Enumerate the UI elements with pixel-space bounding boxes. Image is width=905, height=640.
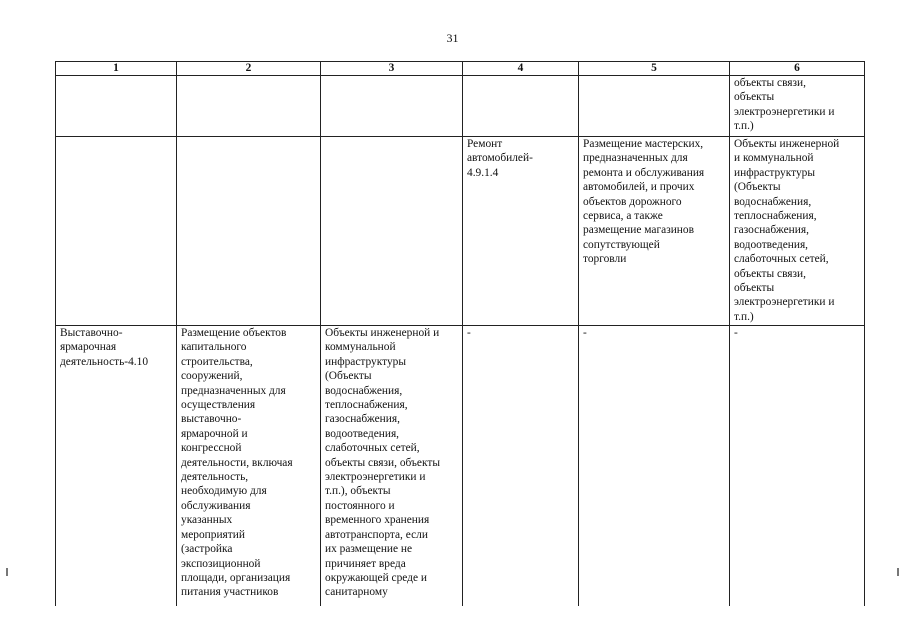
table-cell: [177, 137, 321, 326]
column-header-5: 5: [579, 62, 730, 76]
column-header-4: 4: [463, 62, 579, 76]
column-header-2: 2: [177, 62, 321, 76]
table-cell: [463, 76, 579, 137]
table-cell: Ремонт автомобилей- 4.9.1.4: [463, 137, 579, 326]
table-row: [56, 76, 865, 137]
table-cell: [579, 76, 730, 137]
table-cell: Размещение объектов капитального строительства, сооружений, предназначенных для осуществления выставочно- ярмарочной и конгрессной деятельности, включая деятельность, необходимую для обслуживания указанных мероприятий (застройка экспозиционной площади, организация питания участников: [177, 326, 321, 607]
table-cell: [177, 76, 321, 137]
column-header-3: 3: [321, 62, 463, 76]
table-cell: Размещение мастерских, предназначенных для ремонта и обслуживания автомобилей, и прочих объектов дорожного сервиса, а также размещение магазинов сопутствующей торговли: [579, 137, 730, 326]
table-cell: объекты связи, объекты электроэнергетики и т.п.): [730, 76, 865, 137]
table-cell: Выставочно- ярмарочная деятельность-4.10: [56, 326, 177, 607]
column-header-1: 1: [56, 62, 177, 76]
table-cell: [321, 137, 463, 326]
table-cell: -: [730, 326, 865, 607]
table-header-row: [56, 62, 865, 76]
table-cell: -: [463, 326, 579, 607]
column-header-6: 6: [730, 62, 865, 76]
table-cell: Объекты инженерной и коммунальной инфраструктуры (Объекты водоснабжения, теплоснабжения, газоснабжения, водоотведения, слаботочных сетей, объекты связи, объекты электроэнергетики и т.п.), объекты постоянного и временного хранения автотранспорта, если их размещение не причиняет вреда окружающей среде и санитарному: [321, 326, 463, 607]
left-edge-mark: [6, 568, 8, 576]
table-cell: Объекты инженерной и коммунальной инфраструктуры (Объекты водоснабжения, теплоснабжения, газоснабжения, водоотведения, слаботочных сетей, объекты связи, объекты электроэнергетики и т.п.): [730, 137, 865, 326]
land-use-table: [55, 61, 865, 606]
right-edge-mark: [897, 568, 899, 576]
table-cell: [56, 137, 177, 326]
table-cell: [56, 76, 177, 137]
page-number: 31: [446, 31, 459, 45]
table-cell: -: [579, 326, 730, 607]
table-row: [56, 326, 865, 607]
table-cell: [321, 76, 463, 137]
table-row: [56, 137, 865, 326]
